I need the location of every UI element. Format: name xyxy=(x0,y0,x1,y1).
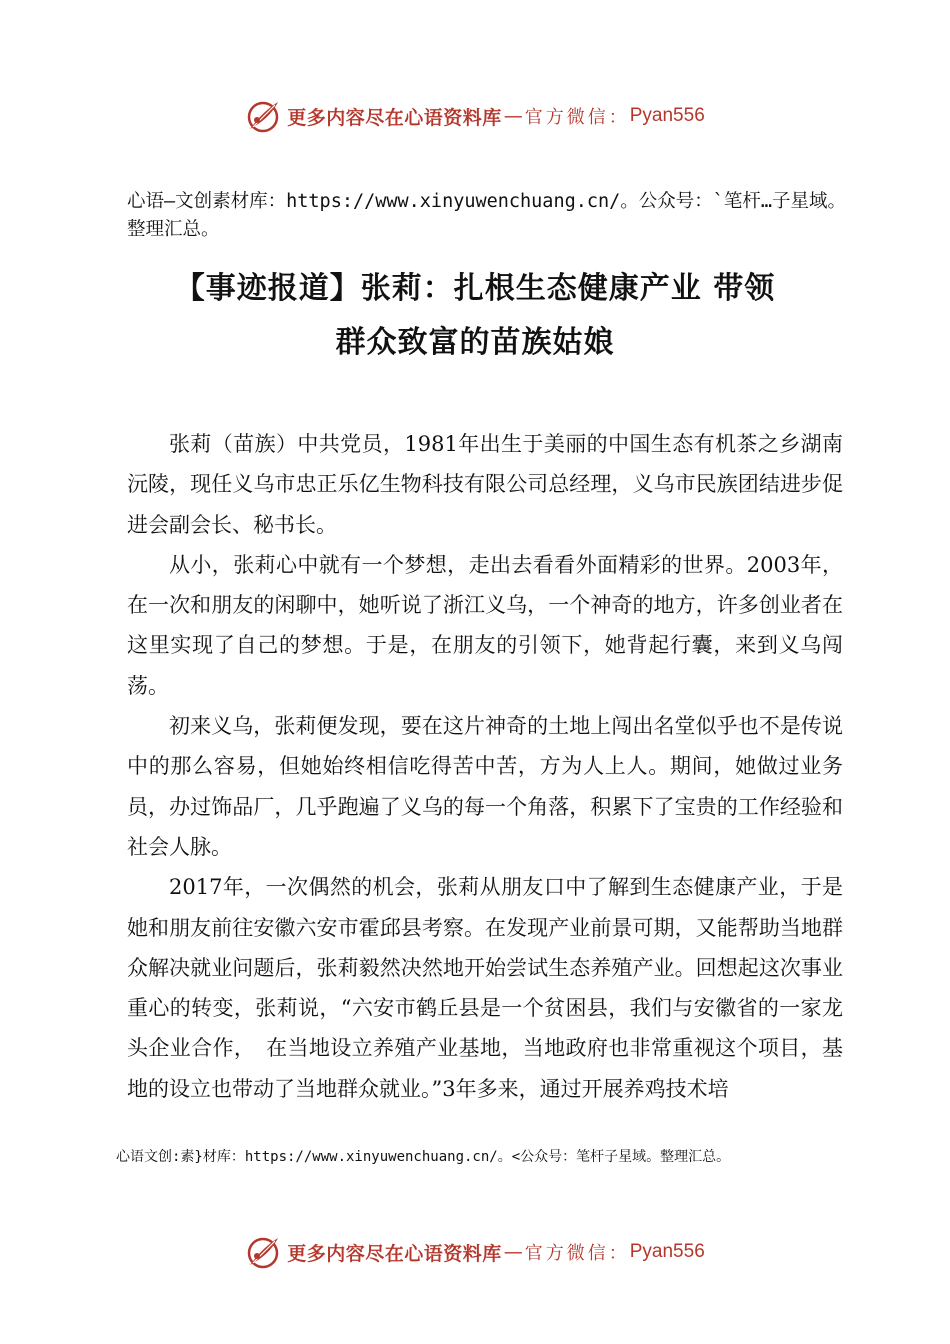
header-slogan: 更多内容尽在心语资料库 xyxy=(287,106,502,129)
paragraph: 初来义乌，张莉便发现，要在这片神奇的土地上闯出名堂似乎也不是传说中的那么容易，但她始终相信吃得苦中苦，方为人上人。期间，她做过业务员，办过饰品厂，几乎跑遍了义乌的每一个角落，积累下了宝贵的工作经验和社会人脉。 xyxy=(127,714,843,859)
footer-wechat-label: 官方微信： xyxy=(524,1243,630,1264)
title-line-2: 群众致富的苗族姑娘 xyxy=(335,325,615,360)
source-note-bottom: 心语文创:素}材库：https://www.xinyuwenchuang.cn/。<公众号：笔杆子星域。整理汇总。 xyxy=(116,1149,731,1165)
quill-pen-logo-icon xyxy=(245,98,281,134)
header-wechat-id: Pyan556 xyxy=(629,105,705,126)
footer-slogan: 更多内容尽在心语资料库 xyxy=(287,1242,502,1265)
source-note-top: 心语—文创素材库：https://www.xinyuwenchuang.cn/。公众号：`笔杆…子星域。整理汇总。 xyxy=(127,191,847,240)
article-body xyxy=(127,424,843,1109)
header-wechat-label: 官方微信： xyxy=(524,107,630,128)
paragraph: 张莉（苗族）中共党员，1981年出生于美丽的中国生态有机茶之乡湖南沅陵，现任义乌市忠正乐亿生物科技有限公司总经理，义乌市民族团结进步促进会副会长、秘书长。 xyxy=(127,432,843,537)
paragraph: 2017年，一次偶然的机会，张莉从朋友口中了解到生态健康产业，于是她和朋友前往安徽六安市霍邱县考察。在发现产业前景可期，又能帮助当地群众解决就业问题后，张莉毅然决然地开始尝试生态养殖产业。回想起这次事业重心的转变，张莉说，“六安市鹤丘县是一个贫困县，我们与安徽省的一家龙头企业合作， 在当地设立养殖产业基地，当地政府也非常重视这个项目，基地的设立也带动了当地群众就业。”3年多来，通过开展养鸡技术培 xyxy=(127,875,843,1101)
header-banner xyxy=(0,96,950,136)
footer-banner xyxy=(0,1232,950,1272)
article-title xyxy=(110,262,840,370)
paragraph: 从小，张莉心中就有一个梦想，走出去看看外面精彩的世界。2003年，在一次和朋友的闲聊中，她听说了浙江义乌，一个神奇的地方，许多创业者在这里实现了自己的梦想。于是，在朋友的引领下，她背起行囊，来到义乌闯荡。 xyxy=(127,552,843,698)
title-line-1: 【事迹报道】张莉：扎根生态健康产业 带领 xyxy=(174,271,776,306)
header-separator: — xyxy=(503,105,523,127)
footer-wechat-id: Pyan556 xyxy=(629,1241,705,1262)
quill-pen-logo-icon xyxy=(245,1234,281,1270)
footer-separator: — xyxy=(503,1241,523,1263)
